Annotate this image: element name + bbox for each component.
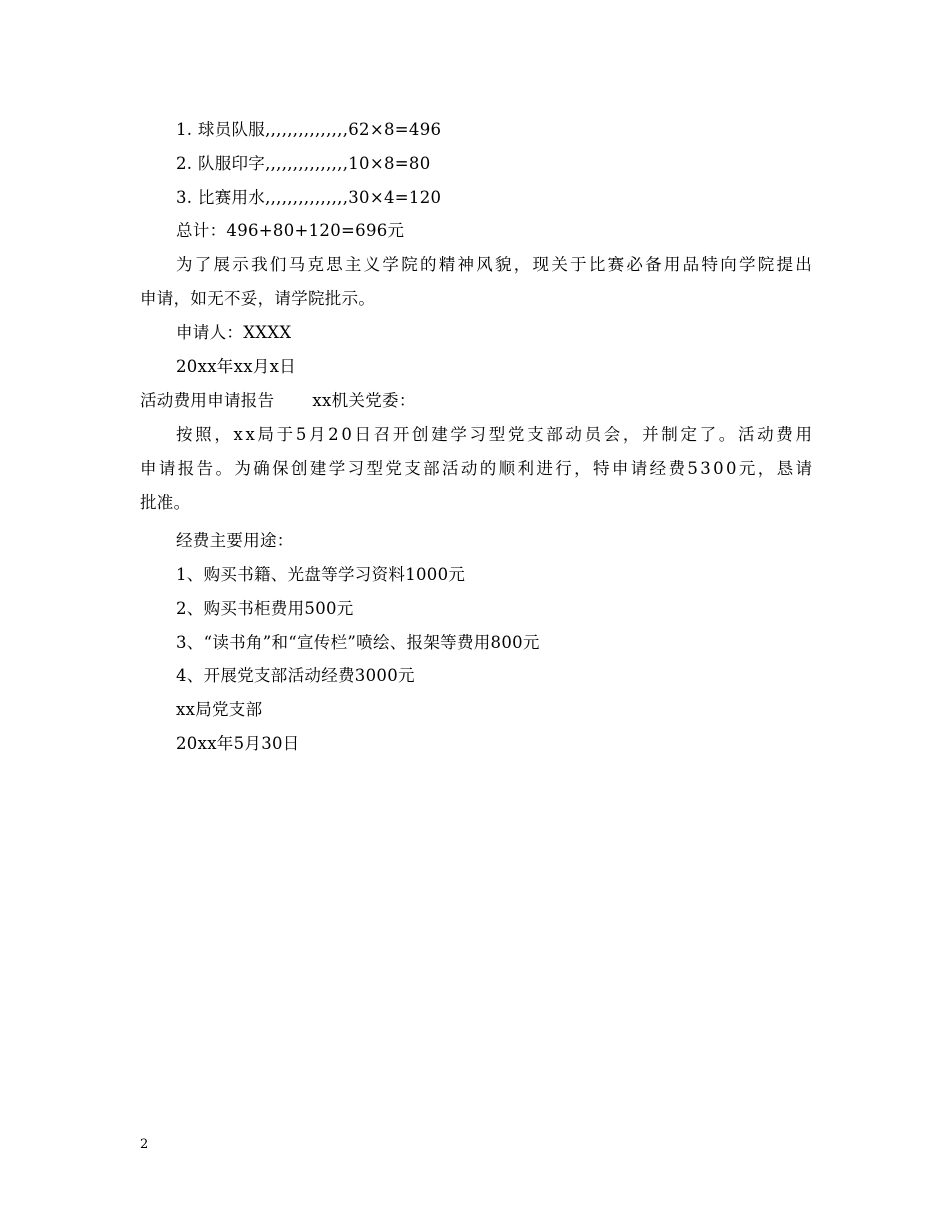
- report-paragraph-text-2-char: 动: [460, 459, 478, 478]
- application-paragraph-text-1-char: 展: [213, 255, 231, 274]
- application-paragraph-text-1-char: 我: [251, 255, 268, 274]
- report-paragraph-text-1-char: ，: [214, 425, 231, 444]
- report-paragraph-text-1-char: 费: [776, 425, 793, 444]
- application-paragraph-text-1-char: 思: [326, 255, 343, 274]
- report-paragraph-text-1-char: 型: [488, 425, 506, 444]
- report-paragraph-text-1-char: 了: [699, 425, 717, 444]
- application-paragraph-text-1-char: 用: [663, 255, 681, 274]
- report-paragraph-text-2-char: 活: [442, 459, 459, 478]
- report-paragraph-text-2-char: ，: [574, 459, 591, 478]
- report-paragraph-text-2-char: 报: [177, 459, 195, 478]
- report-paragraph-text-1-char: 支: [527, 425, 544, 444]
- report-paragraph-text-1-char: 月: [309, 425, 326, 444]
- application-paragraph-text-1-char: 备: [645, 255, 662, 274]
- report-paragraph-text-1-char: 于: [276, 425, 294, 444]
- report-paragraph-text-1-char: 。: [718, 425, 736, 444]
- application-paragraph-line-1: [176, 255, 812, 275]
- application-paragraph-text-1-char: ，: [513, 255, 531, 274]
- application-paragraph-text-1-char: 学: [382, 255, 399, 274]
- application-paragraph-text-1-char: 特: [701, 255, 718, 274]
- report-paragraph-text-2-char: 申: [611, 459, 629, 478]
- report-paragraph-line-2: [140, 459, 812, 479]
- report-paragraph-text-1-char: 并: [642, 425, 659, 444]
- report-paragraph-text-2-char: 型: [366, 459, 383, 478]
- application-paragraph-text-1-char: 院: [401, 255, 418, 274]
- report-paragraph-text-2-char: 恳: [776, 459, 794, 478]
- report-paragraph-text-1-char: x: [233, 425, 243, 444]
- report-paragraph-text-2-char: 学: [328, 459, 346, 478]
- report-paragraph-text-1-char: 党: [507, 425, 525, 444]
- report-paragraph-text-1-char: 动: [565, 425, 582, 444]
- report-paragraph-text-2-char: 的: [479, 459, 497, 478]
- report-paragraph-text-1-char: 照: [195, 425, 212, 444]
- report-paragraph-text-2-char: 费: [668, 459, 685, 478]
- report-paragraph-line-3: 批准。: [140, 493, 191, 512]
- report-paragraph-text-2-char: 保: [272, 459, 289, 478]
- report-paragraph-text-1-char: 学: [450, 425, 467, 444]
- application-paragraph-text-1-char: 神: [457, 255, 474, 274]
- report-paragraph-text-2-char: 5: [687, 459, 698, 478]
- report-paragraph-text-1-char: 日: [354, 425, 372, 444]
- report-paragraph-text-2-char: 请: [630, 459, 648, 478]
- application-paragraph-text-1-char: 了: [194, 255, 212, 274]
- report-paragraph-text-2-char: 请: [158, 459, 176, 478]
- report-paragraph-text-1-char: 2: [328, 425, 339, 444]
- report-paragraph-text-1-char: 习: [469, 425, 487, 444]
- report-paragraph-text-1-char: x: [245, 425, 255, 444]
- usage-item-3: 3、“读书角”和“宣传栏”喷绘、报架等费用800元: [176, 633, 540, 652]
- application-paragraph-text-1-char: 赛: [607, 255, 625, 274]
- application-paragraph-text-1-char: 马: [288, 255, 306, 274]
- application-paragraph-text-1-char: 主: [344, 255, 362, 274]
- report-paragraph-text-2-char: 。: [215, 459, 232, 478]
- report-paragraph-text-2-char: 利: [517, 459, 534, 478]
- report-paragraph-text-2-char: 3: [700, 459, 711, 478]
- application-paragraph-text-1-char: 于: [570, 255, 587, 274]
- report-paragraph-text-1-char: 动: [757, 425, 774, 444]
- usage-item-1: 1、购买书籍、光盘等学习资料1000元: [176, 565, 466, 584]
- report-paragraph-text-2-char: 创: [291, 459, 308, 478]
- report-paragraph-text-2-char: 确: [253, 459, 270, 478]
- application-paragraph-text-1-char: 义: [363, 255, 381, 274]
- report-recipient: xx机关党委：: [312, 391, 416, 410]
- report-paragraph-text-1-char: 局: [257, 425, 274, 444]
- signature-date: 20xx年5月30日: [176, 734, 300, 753]
- report-paragraph-text-1-char: 创: [412, 425, 429, 444]
- application-paragraph-text-1-char: 克: [307, 255, 324, 274]
- report-paragraph-text-2-char: 习: [347, 459, 365, 478]
- report-paragraph-text-2-char: 特: [593, 459, 610, 478]
- report-paragraph-text-2-char: 党: [385, 459, 402, 478]
- report-paragraph-text-1-char: 0: [341, 425, 352, 444]
- application-paragraph-text-1-char: 比: [588, 255, 606, 274]
- report-paragraph-text-1-char: 定: [680, 425, 697, 444]
- report-paragraph-text-1-char: 员: [584, 425, 602, 444]
- application-paragraph-text-1-char: 为: [176, 255, 193, 274]
- report-paragraph-text-1-char: 开: [392, 425, 410, 444]
- report-paragraph-text-2-char: ，: [757, 459, 775, 478]
- report-paragraph-text-2-char: 告: [196, 459, 214, 478]
- application-paragraph-text-1-char: 提: [776, 255, 793, 274]
- application-paragraph-text-1-char: 院: [757, 255, 775, 274]
- report-paragraph-text-2-char: 部: [423, 459, 440, 478]
- report-paragraph-text-2-char: 进: [536, 459, 553, 478]
- report-paragraph-text-2-char: 行: [555, 459, 572, 478]
- report-paragraph-text-1-char: 5: [295, 425, 307, 444]
- report-paragraph-text-1-char: 活: [737, 425, 755, 444]
- report-paragraph-text-2-char: 建: [309, 459, 327, 478]
- report-paragraph-text-1-char: 部: [546, 425, 563, 444]
- application-paragraph-text-1-char: 示: [232, 255, 249, 274]
- budget-item-3: 3. 比赛用水,,,,,,,,,,,,,,,30×4=120: [176, 188, 442, 207]
- report-paragraph-text-1-char: 召: [373, 425, 391, 444]
- report-paragraph-text-2-char: 经: [649, 459, 667, 478]
- page-number: 2: [140, 1137, 149, 1152]
- application-paragraph-text-1-char: 出: [795, 255, 812, 274]
- application-paragraph-text-1-char: 的: [419, 255, 437, 274]
- application-paragraph-text-1-char: 关: [551, 255, 568, 274]
- report-paragraph-text-2-char: 请: [795, 459, 812, 478]
- usage-item-2: 2、购买书柜费用500元: [176, 599, 354, 618]
- report-paragraph-text-1-char: ，: [622, 425, 640, 444]
- application-paragraph-text-1-char: 现: [532, 255, 550, 274]
- report-paragraph-text-2-char: 0: [726, 459, 737, 478]
- application-paragraph-text-1-char: 们: [269, 255, 287, 274]
- report-paragraph-text-2-char: 0: [713, 459, 724, 478]
- application-paragraph-text-1-char: 风: [476, 255, 493, 274]
- application-paragraph-text-1-char: 貌: [495, 255, 512, 274]
- report-paragraph-text-1-char: 建: [431, 425, 448, 444]
- applicant-date: 20xx年xx月x日: [176, 357, 297, 376]
- application-paragraph-text-1-char: 品: [682, 255, 700, 274]
- application-paragraph-line-2: 申请，如无不妥，请学院批示。: [140, 289, 376, 308]
- signature-organization: xx局党支部: [176, 700, 263, 719]
- report-paragraph-text-1-char: 会: [603, 425, 621, 444]
- report-title: 活动费用申请报告: [140, 391, 275, 410]
- application-paragraph-text-1-char: 必: [626, 255, 643, 274]
- budget-total: 总计：496+80+120=696元: [176, 221, 405, 240]
- application-paragraph-text-1-char: 向: [720, 255, 737, 274]
- report-heading-line: [140, 391, 416, 411]
- application-paragraph-text-1-char: 学: [738, 255, 756, 274]
- report-paragraph-text-1-char: 用: [795, 425, 812, 444]
- usage-heading: 经费主要用途：: [176, 531, 294, 550]
- applicant-name: 申请人：XXXX: [176, 323, 292, 342]
- report-paragraph-text-1-char: 制: [661, 425, 678, 444]
- report-paragraph-text-2-char: 顺: [498, 459, 516, 478]
- report-paragraph-text-2-char: 元: [738, 459, 756, 478]
- budget-item-2: 2. 队服印字,,,,,,,,,,,,,,,10×8=80: [176, 154, 431, 173]
- budget-item-1: 1. 球员队服,,,,,,,,,,,,,,,62×8=496: [176, 120, 442, 139]
- report-paragraph-text-2-char: 为: [234, 459, 251, 478]
- report-paragraph-text-2-char: 支: [404, 459, 421, 478]
- usage-item-4: 4、开展党支部活动经费3000元: [176, 666, 415, 685]
- report-paragraph-text-1-char: 按: [176, 425, 193, 444]
- report-paragraph-line-1: [176, 425, 812, 445]
- report-paragraph-text-2-char: 申: [140, 459, 157, 478]
- application-paragraph-text-1-char: 精: [438, 255, 456, 274]
